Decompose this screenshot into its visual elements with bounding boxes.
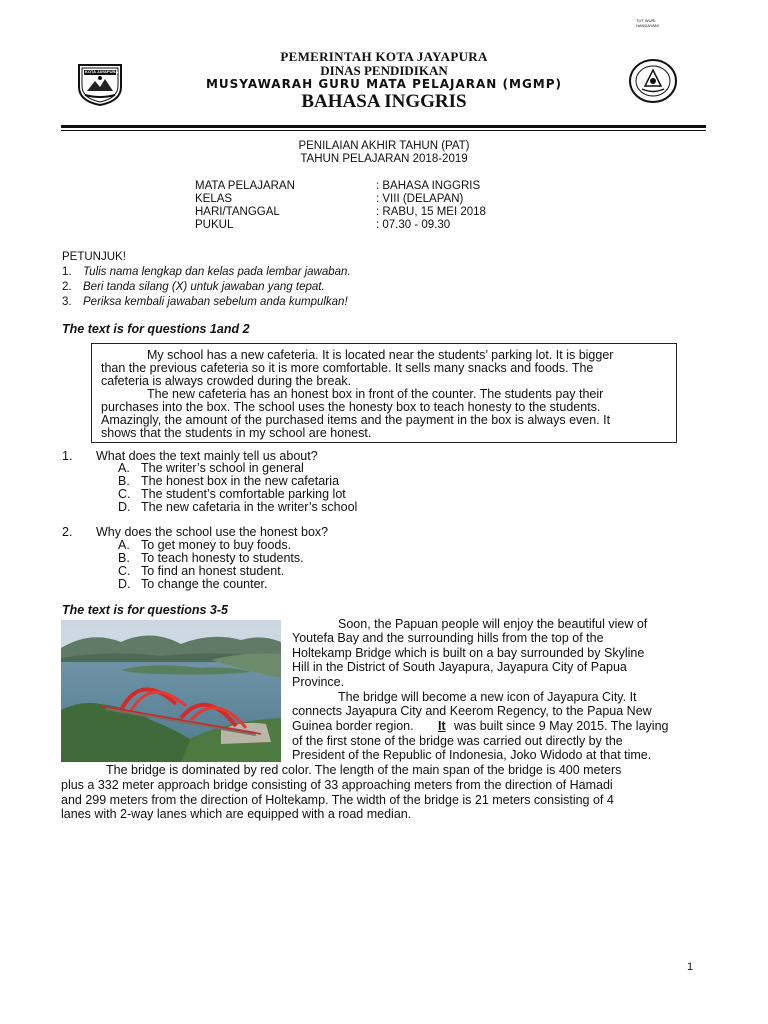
- meta-label-date: HARI/TANGGAL: [195, 206, 280, 218]
- meta-value-class: : VIII (DELAPAN): [376, 193, 464, 205]
- header-divider-thin: [61, 130, 706, 131]
- question-number: 2.: [62, 525, 73, 539]
- section2-heading: The text is for questions 3-5: [62, 603, 229, 617]
- question-number: 1.: [62, 449, 73, 463]
- instruction-num: 3.: [62, 296, 72, 308]
- side-text-line: Province.: [292, 675, 345, 689]
- side-text-line: Hill in the District of South Jayapura, Jayapura City of Papua: [292, 660, 627, 674]
- side-text-line: President of the Republic of Indonesia, Joko Widodo at that time.: [292, 748, 652, 762]
- option-text[interactable]: To get money to buy foods.: [141, 538, 292, 552]
- meta-label-subject: MATA PELAJARAN: [195, 180, 295, 192]
- side-text-line: Youtefa Bay and the surrounding hills from the top of the: [292, 631, 604, 645]
- passage-box: [91, 343, 677, 443]
- side-text-line: Soon, the Papuan people will enjoy the beautiful view of: [338, 617, 648, 631]
- header-mgmp: MUSYAWARAH GURU MATA PELAJARAN (MGMP): [205, 77, 563, 91]
- option-letter[interactable]: D.: [118, 577, 131, 591]
- instructions-title: PETUNJUK!: [62, 251, 126, 263]
- option-text[interactable]: The new cafetaria in the writer’s school: [141, 500, 358, 514]
- meta-label-time: PUKUL: [195, 219, 234, 231]
- header-government: PEMERINTAH KOTA JAYAPURA: [280, 49, 488, 64]
- instruction-num: 2.: [62, 281, 72, 293]
- header-divider-thick: [61, 125, 706, 128]
- side-text-line: was built since 9 May 2015. The laying: [454, 719, 669, 733]
- full-text-line: plus a 332 meter approach bridge consisting of 33 approaching meters from the direction of Hamadi: [61, 778, 613, 792]
- option-text[interactable]: The student’s comfortable parking lot: [141, 487, 346, 501]
- header-subject: BAHASA INGGRIS: [301, 91, 467, 112]
- full-text-line: and 299 meters from the direction of Holtekamp. The width of the bridge is 21 meters consisting of 4: [61, 793, 614, 807]
- option-text[interactable]: To teach honesty to students.: [141, 551, 304, 565]
- passage-line: Amazingly, the amount of the purchased items and the payment in the box is always even. It: [101, 413, 611, 427]
- side-text-line: connects Jayapura City and Keerom Regency, to the Papua New: [292, 704, 652, 718]
- option-letter[interactable]: B.: [118, 474, 130, 488]
- passage-line: The new cafeteria has an honest box in front of the counter. The students pay their: [147, 387, 604, 401]
- passage-line: purchases into the box. The school uses the honesty box to teach honesty to the students.: [101, 400, 601, 414]
- side-text-line: Guinea border region.: [292, 719, 414, 733]
- passage-line: cafeteria is always crowded during the break.: [101, 374, 352, 388]
- option-letter[interactable]: C.: [118, 487, 131, 501]
- meta-label-class: KELAS: [195, 193, 233, 205]
- logo-right-text: TUT WURI HANDAYANI: [636, 18, 659, 28]
- instruction-text: Beri tanda silang (X) untuk jawaban yang tepat.: [83, 281, 325, 293]
- meta-value-time: : 07.30 - 09.30: [376, 219, 451, 231]
- section1-heading: The text is for questions 1and 2: [62, 322, 250, 336]
- option-letter[interactable]: B.: [118, 551, 130, 565]
- option-letter[interactable]: A.: [118, 538, 130, 552]
- option-letter[interactable]: C.: [118, 564, 131, 578]
- passage-line: than the previous cafeteria so it is more comfortable. It sells many snacks and foods. The: [101, 361, 594, 375]
- meta-value-date: : RABU, 15 MEI 2018: [376, 206, 486, 218]
- passage-line: shows that the students in my school are honest.: [101, 426, 372, 440]
- exam-year: TAHUN PELAJARAN 2018-2019: [300, 153, 468, 165]
- exam-title: PENILAIAN AKHIR TAHUN (PAT): [298, 140, 470, 152]
- side-text-line: of the first stone of the bridge was carried out directly by the: [292, 734, 623, 748]
- option-text[interactable]: To change the counter.: [141, 577, 268, 591]
- full-text-line: lanes with 2-way lanes which are equipped with a road median.: [61, 807, 412, 821]
- option-letter[interactable]: A.: [118, 461, 130, 475]
- option-text[interactable]: The honest box in the new cafetaria: [141, 474, 340, 488]
- full-text-line: The bridge is dominated by red color. The length of the main span of the bridge is 400 meters: [106, 763, 622, 777]
- meta-value-subject: : BAHASA INGGRIS: [376, 180, 481, 192]
- side-text-line: Holtekamp Bridge which is built on a bay surrounded by Skyline: [292, 646, 645, 660]
- logo-left-text: KOTA JAYAPURA: [85, 69, 119, 74]
- header-department: DINAS PENDIDIKAN: [320, 63, 448, 78]
- passage-line: My school has a new cafeteria. It is located near the students’ parking lot. It is bigger: [147, 348, 614, 362]
- side-text-emphasis: It: [438, 719, 446, 733]
- side-text-line: The bridge will become a new icon of Jayapura City. It: [338, 690, 637, 704]
- option-text[interactable]: The writer’s school in general: [141, 461, 304, 475]
- option-letter[interactable]: D.: [118, 500, 131, 514]
- option-text[interactable]: To find an honest student.: [141, 564, 285, 578]
- holtekamp-bridge-photo: [61, 620, 281, 762]
- page-number: 1: [687, 961, 694, 973]
- question-text: Why does the school use the honest box?: [96, 525, 329, 539]
- instruction-num: 1.: [62, 266, 72, 278]
- question-text: What does the text mainly tell us about?: [96, 449, 318, 463]
- instruction-text: Tulis nama lengkap dan kelas pada lembar jawaban.: [83, 266, 351, 278]
- instruction-text: Periksa kembali jawaban sebelum anda kumpulkan!: [83, 296, 348, 308]
